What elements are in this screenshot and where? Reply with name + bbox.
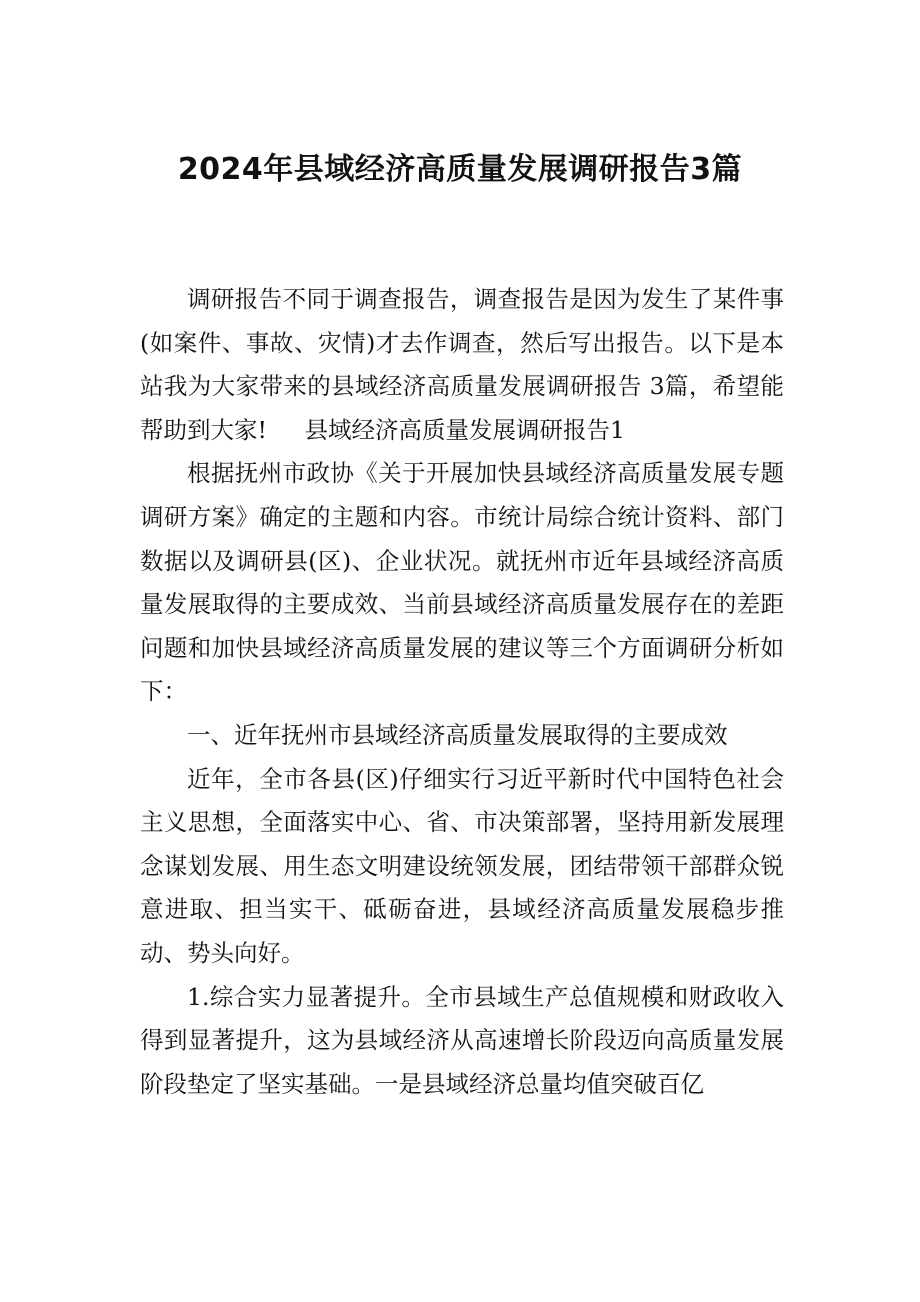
document-title: 2024年县域经济高质量发展调研报告3篇: [177, 152, 743, 187]
paragraph-background: 根据抚州市政协《关于开展加快县域经济高质量发展专题调研方案》确定的主题和内容。市统计局综合统计资料、部门数据以及调研县(区)、企业状况。就抚州市近年县域经济高质量发展取得的主要成效、当前县域经济高质量发展存在的差距问题和加快县域经济高质量发展的建议等三个方面调研分析如下：: [140, 459, 784, 706]
intro-text: 调研报告不同于调查报告，调查报告是因为发生了某件事(如案件、事故、灾情)才去作调查，然后写出报告。以下是本站我为大家带来的县域经济高质量发展调研报告 3篇，希望能帮助到大家!: [140, 285, 784, 444]
section-heading-achievements: 一、近年抚州市县域经济高质量发展取得的主要成效: [187, 720, 728, 749]
document-body: [140, 278, 784, 1106]
paragraph-overview: 近年，全市各县(区)仔细实行习近平新时代中国特色社会主义思想，全面落实中心、省、市决策部署，坚持用新发展理念谋划发展、用生态文明建设统领发展，团结带领干部群众锐意进取、担当实干、砥砺奋进，县域经济高质量发展稳步推动、势头向好。: [140, 764, 784, 967]
paragraph-strength: 1.综合实力显著提升。全市县域生产总值规模和财政收入得到显著提升，这为县域经济从高速增长阶段迈向高质量发展阶段垫定了坚实基础。一是县域经济总量均值突破百亿: [140, 982, 784, 1098]
intro-paragraph: [140, 278, 784, 452]
report-subtitle: 县域经济高质量发展调研报告1: [304, 415, 625, 444]
